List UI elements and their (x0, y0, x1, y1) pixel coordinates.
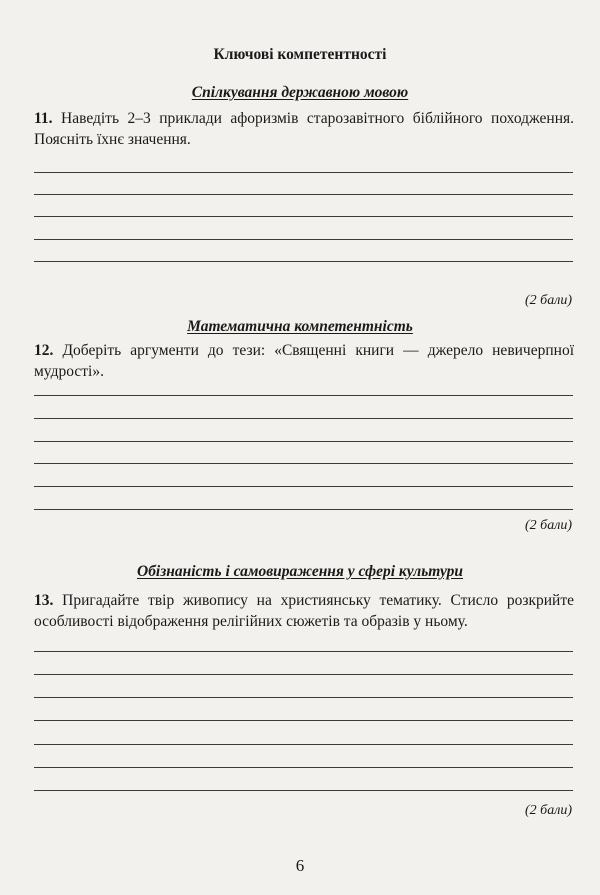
task-number: 13. (34, 592, 54, 609)
answer-line[interactable] (34, 790, 573, 791)
answer-line[interactable] (34, 651, 573, 652)
task-number: 11. (34, 110, 53, 127)
task-text: Наведіть 2–3 приклади афоризмів старозавітного біблійного походження. Поясніть їхнє значення. (34, 110, 575, 148)
answer-line[interactable] (34, 194, 573, 195)
answer-line[interactable] (34, 509, 573, 510)
task-number: 12. (34, 342, 54, 359)
page-heading: Ключові компетентності (213, 46, 387, 63)
answer-line[interactable] (34, 172, 573, 173)
section-title-math: Математична компетентність (187, 318, 413, 335)
answer-line[interactable] (34, 674, 573, 675)
answer-line[interactable] (34, 720, 573, 721)
answer-line[interactable] (34, 261, 573, 262)
answer-line[interactable] (34, 239, 573, 240)
answer-line[interactable] (34, 486, 573, 487)
task-12 (34, 340, 574, 382)
answer-line[interactable] (34, 441, 573, 442)
section-title-culture: Обізнаність і самовираження у сфері культури (137, 563, 463, 580)
page-number: 6 (295, 856, 305, 875)
task-13 (34, 590, 574, 632)
answer-line[interactable] (34, 463, 573, 464)
task-text: Доберіть аргументи до тези: «Священні книги — джерело невичерпної мудрості». (34, 342, 574, 380)
answer-line[interactable] (34, 418, 573, 419)
answer-line[interactable] (34, 767, 573, 768)
section-title-language: Спілкування державною мовою (191, 84, 409, 101)
score-label: (2 бали) (525, 293, 572, 308)
answer-line[interactable] (34, 744, 573, 745)
answer-line[interactable] (34, 697, 573, 698)
score-label: (2 бали) (525, 518, 572, 533)
answer-line[interactable] (34, 216, 573, 217)
task-11 (34, 108, 574, 150)
task-text: Пригадайте твір живопису на християнську тематику. Стисло розкрийте особливості відображення релігійних сюжетів та образів у ньому. (34, 592, 574, 630)
score-label: (2 бали) (525, 803, 572, 818)
answer-line[interactable] (34, 395, 573, 396)
